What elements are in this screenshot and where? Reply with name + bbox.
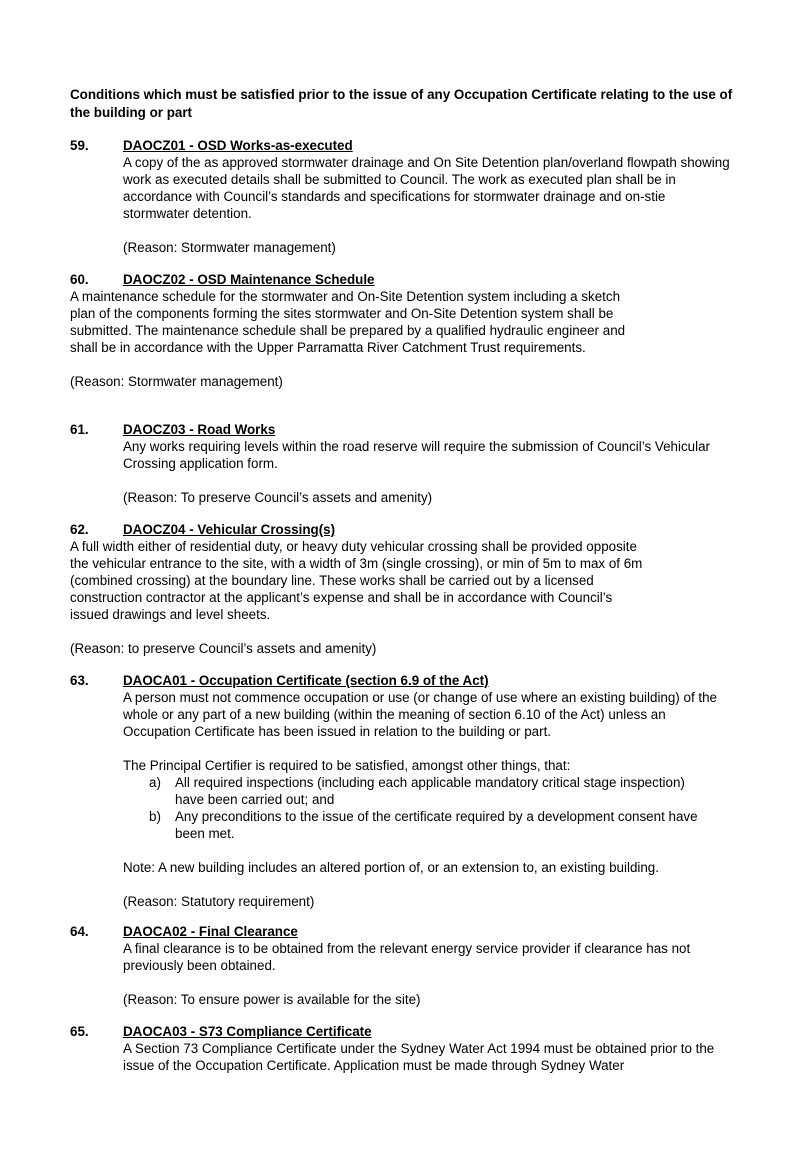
condition-text: A final clearance is to be obtained from the relevant energy service provider if clearance has not previously been obtained. <box>123 941 691 973</box>
condition-reason: (Reason: Stormwater management) <box>70 374 283 389</box>
condition-text: A maintenance schedule for the stormwater and On-Site Detention system including a sketch plan of the components forming the sites stormwater and On-Site Detention system shall be submitted. The maintenance schedule shall be prepared by a qualified hydraulic engineer and shall be in accordance with the Upper Parramatta River Catchment Trust requirements. <box>70 289 626 355</box>
condition-title: DAOCA01 - Occupation Certificate (section 6.9 of the Act) <box>123 673 489 688</box>
condition-text: Any works requiring levels within the road reserve will require the submission of Council’s Vehicular Crossing application form. <box>123 439 710 471</box>
condition-text: A Section 73 Compliance Certificate under the Sydney Water Act 1994 must be obtained prior to the issue of the Occupation Certificate. Application must be made through Sydney Water <box>123 1041 715 1073</box>
condition-number: 64. <box>70 924 89 939</box>
condition-text: A copy of the as approved stormwater drainage and On Site Detention plan/overland flowpath showing work as executed details shall be submitted to Council. The work as executed plan shall be in accordance with Council’s standards and specifications for stormwater drainage and on-stie stormwater detention. <box>123 155 730 221</box>
list-label: b) <box>149 809 161 824</box>
condition-60 <box>70 271 740 390</box>
section-heading: Conditions which must be satisfied prior to the issue of any Occupation Certificate relating to the use of the building or part <box>70 87 733 120</box>
list-text: All required inspections (including each applicable mandatory critical stage inspection) have been carried out; and <box>175 775 685 807</box>
condition-65 <box>70 1023 740 1074</box>
condition-number: 65. <box>70 1024 89 1039</box>
condition-59 <box>70 137 740 256</box>
condition-63 <box>70 672 740 910</box>
list-text: Any preconditions to the issue of the certificate required by a development consent have been met. <box>175 809 698 841</box>
condition-number: 59. <box>70 138 89 153</box>
condition-title: DAOCZ02 - OSD Maintenance Schedule <box>123 272 375 287</box>
condition-title: DAOCZ03 - Road Works <box>123 422 276 437</box>
list-item <box>149 774 740 808</box>
condition-number: 63. <box>70 673 89 688</box>
condition-reason: (Reason: Stormwater management) <box>123 240 336 255</box>
condition-number: 60. <box>70 272 89 287</box>
condition-title: DAOCZ01 - OSD Works-as-executed <box>123 138 353 153</box>
condition-text: A person must not commence occupation or use (or change of use where an existing building) of the whole or any part of a new building (within the meaning of section 6.10 of the Act) unless an Occupation Certificate has been issued in relation to the building or part. <box>123 690 717 739</box>
condition-number: 61. <box>70 422 89 437</box>
condition-62 <box>70 521 740 657</box>
list-item <box>149 808 740 842</box>
condition-61 <box>70 421 740 506</box>
condition-reason: (Reason: To preserve Council’s assets and amenity) <box>123 490 433 505</box>
condition-reason: (Reason: Statutory requirement) <box>123 894 315 909</box>
condition-title: DAOCZ04 - Vehicular Crossing(s) <box>123 522 336 537</box>
condition-number: 62. <box>70 522 89 537</box>
condition-note: Note: A new building includes an altered portion of, or an extension to, an existing building. <box>123 860 659 875</box>
list-label: a) <box>149 775 161 790</box>
condition-64 <box>70 923 740 1008</box>
condition-reason: (Reason: to preserve Council’s assets and amenity) <box>70 641 377 656</box>
condition-title: DAOCA03 - S73 Compliance Certificate <box>123 1024 372 1039</box>
condition-text: A full width either of residential duty, or heavy duty vehicular crossing shall be provided opposite the vehicular entrance to the site, with a width of 3m (single crossing), or min of 5m to max of 6m (combined crossing) at the boundary line. These works shall be carried out by a licensed construction contractor at the applicant’s expense and shall be in accordance with Council’s issued drawings and level sheets. <box>70 539 643 622</box>
condition-title: DAOCA02 - Final Clearance <box>123 924 298 939</box>
condition-reason: (Reason: To ensure power is available for the site) <box>123 992 421 1007</box>
condition-text-2: The Principal Certifier is required to be satisfied, amongst other things, that: <box>123 758 571 773</box>
